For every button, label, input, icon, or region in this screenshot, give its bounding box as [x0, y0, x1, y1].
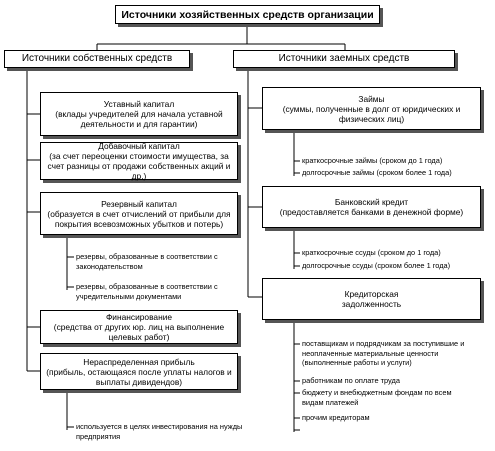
payables-sub-other: прочим кредиторам [302, 413, 370, 422]
title-text: Источники хозяйственных средств организации [121, 8, 374, 21]
reserve-capital-box [40, 192, 238, 235]
loans-sub-long: долгосрочные займы (сроком более 1 года) [302, 168, 452, 177]
reserve-sub-legal: резервы, образованные в соответствии с законодательством [76, 252, 218, 271]
payables-sub-employees: работникам по оплате труда [302, 376, 400, 385]
bank-credit-desc: (предоставляется банками в денежной форме) [279, 207, 464, 217]
own-sources-label: Источники собственных средств [21, 53, 173, 64]
payables-sub-budget: бюджету и внебюджетным фондам по всем видам платежей [302, 388, 452, 407]
borrowed-sources-label: Источники заемных средств [278, 53, 410, 64]
payables-box [262, 278, 481, 320]
reserve-capital-name: Резервный капитал [101, 198, 177, 209]
retained-earnings-box [40, 353, 238, 390]
payables-sub-suppliers: поставщикам и подрядчикам за поступившие и неоплаченные материальные ценности (выполненные работы и услуги) [302, 339, 465, 368]
financing-box [40, 310, 238, 344]
bank-credit-box [262, 186, 481, 228]
additional-capital-name: Добавочный капитал [98, 141, 180, 151]
diagram-title [115, 5, 380, 24]
additional-capital-box [40, 142, 238, 180]
reserve-sub-charter: резервы, образованные в соответствии с учредительными документами [76, 282, 218, 301]
loans-sub-short: краткосрочные займы (сроком до 1 года) [302, 156, 443, 165]
own-sources-header [4, 50, 190, 68]
payables-name: Кредиторская задолженность [341, 289, 402, 309]
loans-box [262, 87, 481, 130]
reserve-capital-desc: (образуется в счет отчислений от прибыли для покрытия всевозможных убытков и потерь) [47, 208, 231, 229]
loans-name: Займы [358, 93, 385, 104]
additional-capital-desc: (за счет переоценки стоимости имущества, за счет разницы от продажи собственных акций и др.) [47, 151, 231, 181]
borrowed-sources-header [233, 50, 455, 68]
charter-capital-name: Уставный капитал [103, 99, 175, 109]
retained-earnings-name: Нераспределенная прибыль [83, 356, 195, 367]
loans-desc: (суммы, полученные в долг от юридических и физических лиц) [282, 103, 461, 124]
retained-earnings-desc: (прибыль, остающаяся после уплаты налогов и выплаты дивидендов) [46, 366, 232, 387]
financing-desc: (средства от других юр. лиц на выполнение целевых работ) [53, 322, 225, 342]
financing-name: Финансирование [105, 312, 173, 322]
charter-capital-box [40, 92, 238, 136]
charter-capital-desc: (вклады учредителей для начала уставной деятельности и для гарантии) [55, 109, 223, 129]
bank-credit-name: Банковский кредит [334, 197, 409, 207]
retained-earnings-sub: используется в целях инвестирования на нужды предприятия [76, 422, 243, 441]
credit-sub-short: краткосрочные ссуды (сроком до 1 года) [302, 248, 441, 257]
credit-sub-long: долгосрочные ссуды (сроком более 1 года) [302, 261, 451, 270]
